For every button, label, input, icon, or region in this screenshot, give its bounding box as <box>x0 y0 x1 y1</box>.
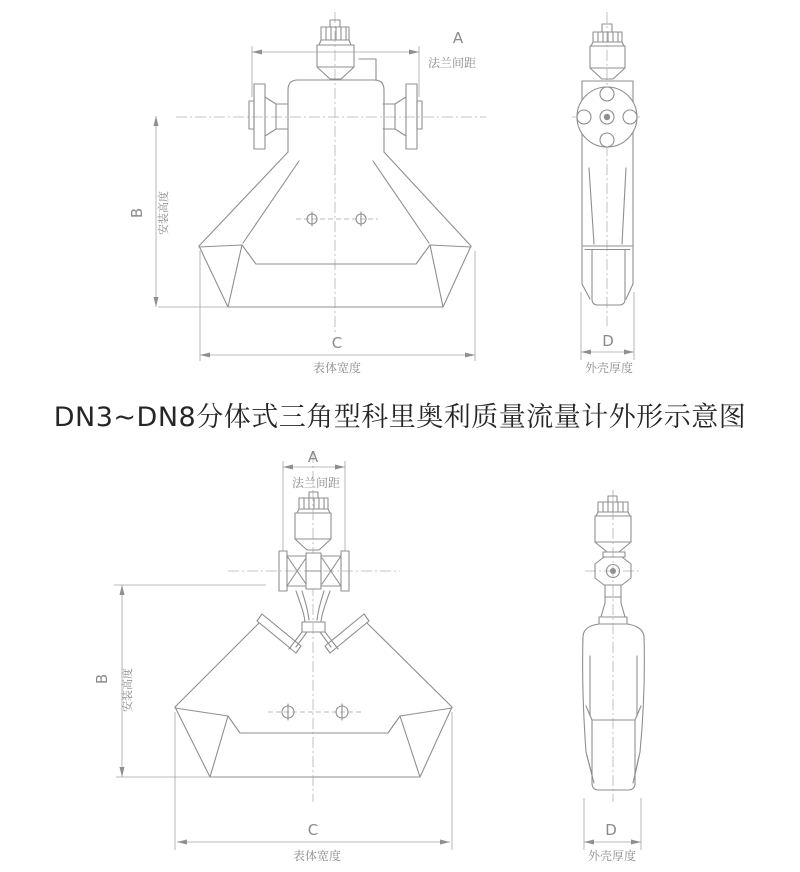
dim-b-letter: B <box>128 207 146 219</box>
dim-b-letter: B <box>93 673 111 685</box>
dim-d-letter: D <box>602 332 614 350</box>
side-view-bottom <box>583 496 645 790</box>
dimensions-top <box>128 29 634 375</box>
dim-a-label: 法兰间距 <box>291 476 341 490</box>
dim-c-label: 表体宽度 <box>312 361 362 375</box>
centerlines-bottom <box>228 452 641 802</box>
dimensions-bottom <box>93 448 641 863</box>
dim-d-letter: D <box>605 821 617 839</box>
dim-d-label: 外壳厚度 <box>584 361 634 375</box>
centerlines-top <box>176 12 643 332</box>
dim-b-label: 安装高度 <box>157 191 170 235</box>
figure-title: DN3~DN8分体式三角型科里奥利质量流量计外形示意图 <box>53 402 747 433</box>
dim-b-label: 安装高度 <box>121 668 134 712</box>
figure-bottom-drawing <box>0 445 800 872</box>
figure-top-drawing <box>0 0 800 395</box>
dim-c-letter: C <box>307 821 319 839</box>
dim-c-label: 表体宽度 <box>292 849 342 863</box>
dim-a-letter: A <box>452 29 464 47</box>
dim-d-label: 外壳厚度 <box>587 849 637 863</box>
dim-c-letter: C <box>331 334 343 352</box>
dim-a-label: 法兰间距 <box>427 56 477 70</box>
dim-a-letter: A <box>307 448 319 466</box>
front-view-bottom <box>175 492 452 777</box>
